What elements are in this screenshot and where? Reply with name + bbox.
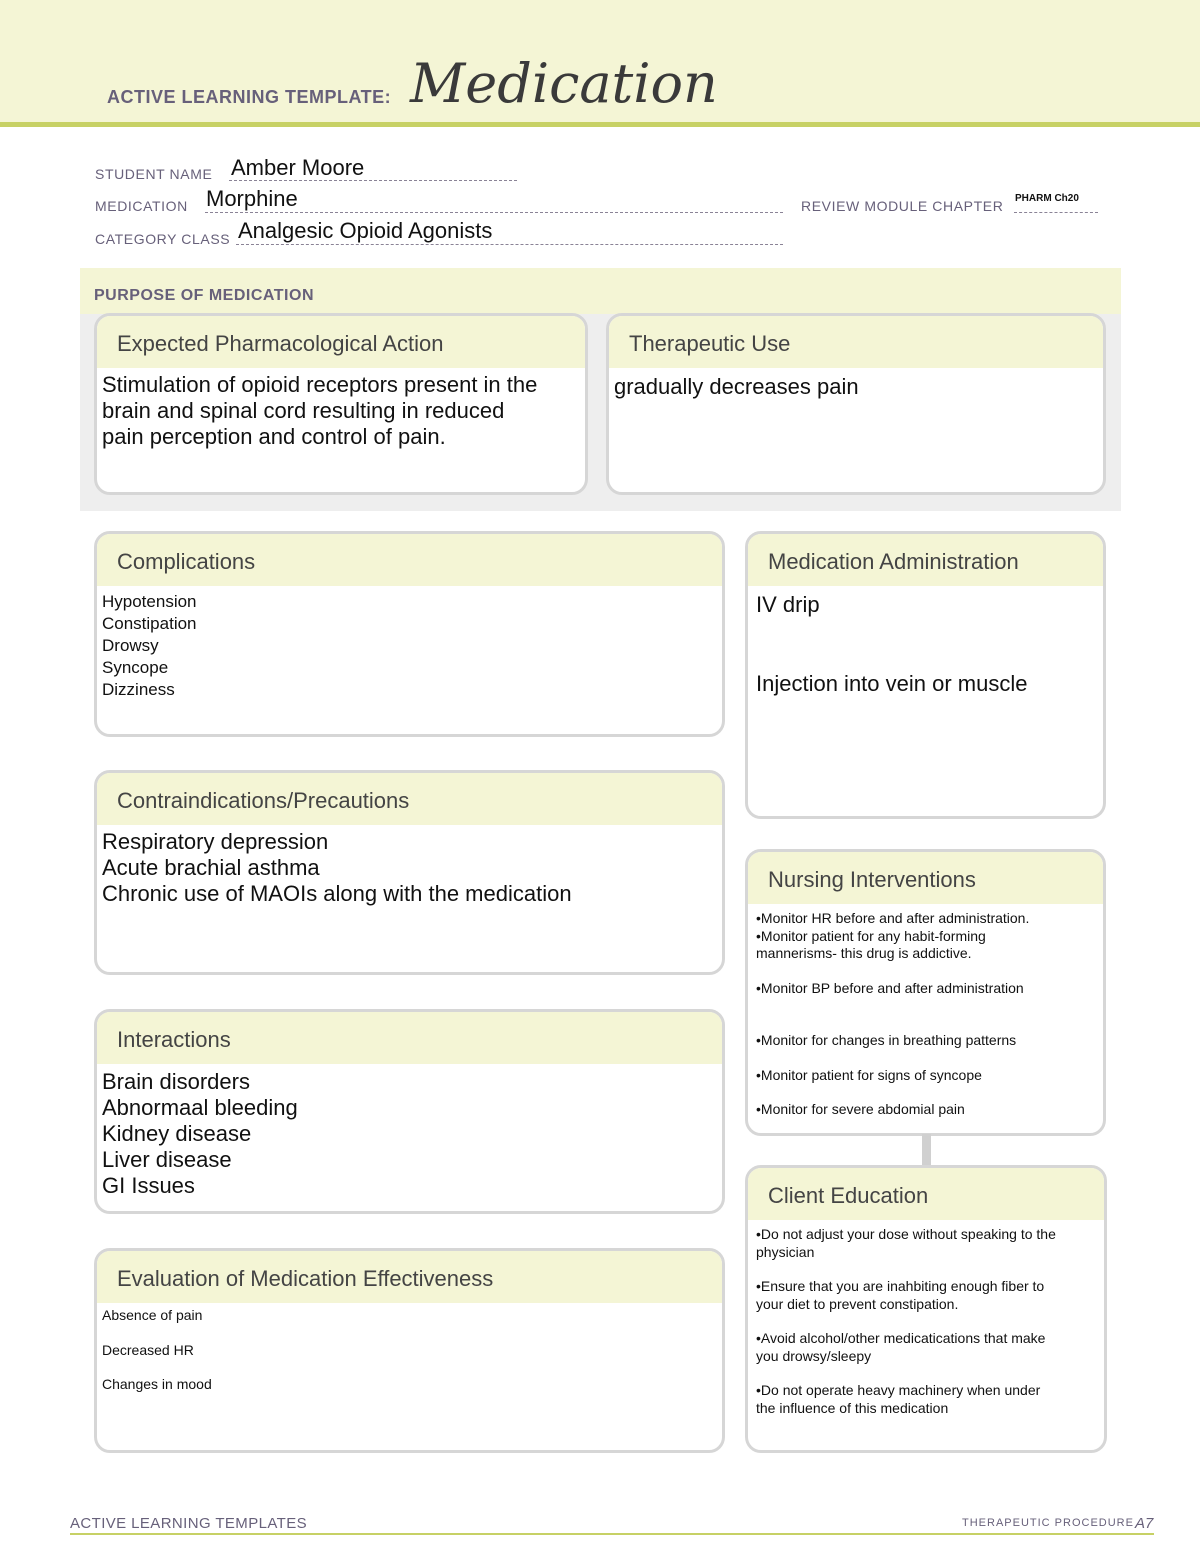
complication-item: Constipation <box>102 614 197 633</box>
interactions-body[interactable] <box>97 1064 722 1199</box>
box-connector <box>922 1134 931 1166</box>
expected-action-line: brain and spinal cord resulting in reduced <box>102 398 505 423</box>
contraindications-title: Contraindications/Precautions <box>97 773 722 825</box>
interactions-title: Interactions <box>97 1012 722 1064</box>
medication-administration-title: Medication Administration <box>748 534 1103 586</box>
therapeutic-use-title: Therapeutic Use <box>609 316 1103 368</box>
footer-right-text: THERAPEUTIC PROCEDURE <box>962 1517 1134 1529</box>
student-name-label: STUDENT NAME <box>95 166 213 182</box>
category-class-line <box>236 244 783 245</box>
nursing-intervention-item: •Monitor patient for signs of syncope <box>756 1066 982 1083</box>
contraindication-item: Respiratory depression <box>102 829 329 854</box>
client-education-item: •Ensure that you are inahbiting enough fiber to <box>756 1278 1045 1294</box>
interaction-item: Abnormaal bleeding <box>102 1095 298 1120</box>
medication-administration-box <box>745 531 1106 819</box>
header-rule <box>0 122 1200 127</box>
nursing-intervention-item: •Monitor patient for any habit-forming <box>756 927 986 944</box>
evaluation-item: Absence of pain <box>102 1307 203 1323</box>
nursing-intervention-item: •Monitor HR before and after administration. <box>756 910 1030 926</box>
contraindications-box <box>94 770 725 975</box>
expected-action-line: pain perception and control of pain. <box>102 424 446 449</box>
interaction-item: Liver disease <box>102 1147 232 1172</box>
review-module-line <box>1014 212 1098 213</box>
complication-item: Syncope <box>102 658 169 677</box>
evaluation-item: Decreased HR <box>102 1341 194 1358</box>
nursing-intervention-item: •Monitor BP before and after administration <box>756 979 1024 996</box>
complications-box <box>94 531 725 737</box>
expected-action-body[interactable] <box>97 368 585 450</box>
client-education-box <box>745 1165 1107 1453</box>
client-education-item: •Do not adjust your dose without speaking to the <box>756 1226 1056 1242</box>
complication-item: Hypotension <box>102 592 197 611</box>
nursing-interventions-body[interactable] <box>748 904 1103 1119</box>
category-class-value[interactable]: Analgesic Opioid Agonists <box>238 218 493 243</box>
administration-item: Injection into vein or muscle <box>756 671 1028 696</box>
purpose-title: PURPOSE OF MEDICATION <box>94 287 314 304</box>
complication-item: Dizziness <box>102 680 175 699</box>
footer-rule <box>70 1533 1154 1535</box>
client-education-item: physician <box>756 1243 815 1260</box>
client-education-item: the influence of this medication <box>756 1399 949 1416</box>
review-module-value[interactable]: PHARM Ch20 <box>1015 193 1079 204</box>
evaluation-box <box>94 1248 725 1453</box>
evaluation-body[interactable] <box>97 1303 722 1394</box>
complications-title: Complications <box>97 534 722 586</box>
complication-item: Drowsy <box>102 636 159 655</box>
expected-action-box <box>94 313 588 495</box>
interaction-item: Kidney disease <box>102 1121 252 1146</box>
therapeutic-use-text: gradually decreases pain <box>614 374 859 399</box>
client-education-item: your diet to prevent constipation. <box>756 1295 959 1312</box>
nursing-intervention-item: mannerisms- this drug is addictive. <box>756 945 972 961</box>
complications-body[interactable] <box>97 586 722 701</box>
template-label: ACTIVE LEARNING TEMPLATE: <box>107 87 392 107</box>
nursing-interventions-box <box>745 849 1106 1136</box>
administration-item: IV drip <box>756 592 820 617</box>
medication-line <box>205 212 783 213</box>
category-class-label: CATEGORY CLASS <box>95 231 231 247</box>
interactions-box <box>94 1009 725 1214</box>
medication-administration-body[interactable] <box>748 586 1103 697</box>
page-title: Medication <box>410 52 718 115</box>
client-education-item: you drowsy/sleepy <box>756 1347 872 1364</box>
expected-action-line: Stimulation of opioid receptors present in the <box>102 372 538 397</box>
student-name-value[interactable]: Amber Moore <box>231 155 365 180</box>
interaction-item: GI Issues <box>102 1173 195 1198</box>
interaction-item: Brain disorders <box>102 1069 250 1094</box>
page-number: A7 <box>1135 1515 1154 1532</box>
client-education-item: •Do not operate heavy machinery when under <box>756 1382 1041 1398</box>
medication-value[interactable]: Morphine <box>206 186 298 211</box>
client-education-title: Client Education <box>748 1168 1104 1220</box>
contraindications-body[interactable] <box>97 825 722 907</box>
client-education-item: •Avoid alcohol/other medicatications that make <box>756 1330 1046 1346</box>
evaluation-item: Changes in mood <box>102 1376 212 1392</box>
medication-label: MEDICATION <box>95 198 188 214</box>
nursing-intervention-item: •Monitor for severe abdomial pain <box>756 1101 965 1117</box>
review-module-label: REVIEW MODULE CHAPTER <box>801 198 1004 214</box>
client-education-body[interactable] <box>748 1220 1104 1417</box>
nursing-interventions-title: Nursing Interventions <box>748 852 1103 904</box>
therapeutic-use-body[interactable] <box>609 368 1103 400</box>
expected-action-title: Expected Pharmacological Action <box>97 316 585 368</box>
contraindication-item: Acute brachial asthma <box>102 855 320 880</box>
footer-left-text: ACTIVE LEARNING TEMPLATES <box>70 1515 307 1532</box>
therapeutic-use-box <box>606 313 1106 495</box>
nursing-intervention-item: •Monitor for changes in breathing patterns <box>756 1032 1017 1048</box>
contraindication-item: Chronic use of MAOIs along with the medication <box>102 881 572 906</box>
evaluation-title: Evaluation of Medication Effectiveness <box>97 1251 722 1303</box>
